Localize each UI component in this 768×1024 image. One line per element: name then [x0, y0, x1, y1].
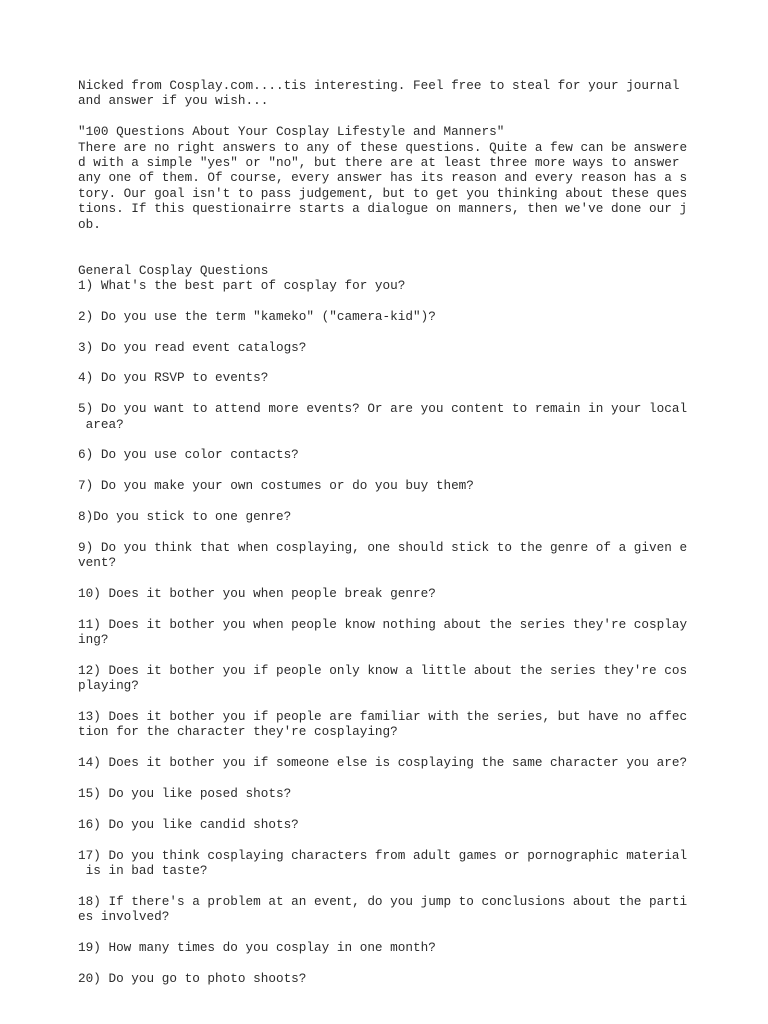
text-line: [78, 247, 698, 262]
text-line: is in bad taste?: [78, 862, 208, 878]
document-body-text: [78, 78, 698, 986]
text-line: [78, 771, 698, 786]
text-line: 15) Do you like posed shots?: [78, 785, 292, 801]
text-line: [78, 601, 698, 616]
text-line: 20) Do you go to photo shoots?: [78, 970, 307, 986]
text-line: [78, 878, 698, 893]
text-line: [78, 524, 698, 539]
text-line: [78, 801, 698, 816]
text-line: [78, 740, 698, 755]
text-line: 12) Does it bother you if people only know a little about the series they're cos: [78, 662, 688, 678]
text-line: 19) How many times do you cosplay in one month?: [78, 939, 436, 955]
text-line: 7) Do you make your own costumes or do you buy them?: [78, 478, 474, 494]
text-line: ing?: [78, 632, 109, 648]
text-line: [78, 386, 698, 401]
text-line: 8)Do you stick to one genre?: [78, 508, 292, 524]
text-line: ob.: [78, 216, 101, 232]
text-line: and answer if you wish...: [78, 93, 269, 109]
text-line: [78, 494, 698, 509]
text-line: 9) Do you think that when cosplaying, one should stick to the genre of a given e: [78, 539, 688, 555]
text-line: area?: [78, 416, 124, 432]
text-line: 13) Does it bother you if people are familiar with the series, but have no affec: [78, 709, 688, 725]
text-line: 3) Do you read event catalogs?: [78, 339, 307, 355]
text-line: [78, 355, 698, 370]
text-line: There are no right answers to any of these questions. Quite a few can be answere: [78, 139, 688, 155]
text-line: [78, 232, 698, 247]
text-line: 11) Does it bother you when people know nothing about the series they're cosplay: [78, 616, 688, 632]
text-line: tion for the character they're cosplaying?: [78, 724, 398, 740]
text-line: any one of them. Of course, every answer has its reason and every reason has a s: [78, 170, 688, 186]
text-line: tory. Our goal isn't to pass judgement, but to get you thinking about these ques: [78, 185, 688, 201]
text-line: d with a simple "yes" or "no", but there are at least three more ways to answer: [78, 154, 680, 170]
text-line: 17) Do you think cosplaying characters from adult games or pornographic material: [78, 847, 688, 863]
text-line: 6) Do you use color contacts?: [78, 447, 299, 463]
text-line: 2) Do you use the term "kameko" ("camera-kid")?: [78, 308, 436, 324]
text-line: [78, 324, 698, 339]
text-line: tions. If this questionairre starts a dialogue on manners, then we've done our j: [78, 201, 688, 217]
text-line: 4) Do you RSVP to events?: [78, 370, 269, 386]
text-line: 16) Do you like candid shots?: [78, 816, 299, 832]
text-line: [78, 647, 698, 662]
text-line: vent?: [78, 555, 117, 571]
text-line: [78, 571, 698, 586]
text-line: [78, 432, 698, 447]
text-line: es involved?: [78, 909, 170, 925]
text-line: [78, 924, 698, 939]
text-line: Nicked from Cosplay.com....tis interesting. Feel free to steal for your journal: [78, 78, 680, 93]
text-line: 14) Does it bother you if someone else is cosplaying the same character you are?: [78, 755, 688, 771]
text-line: [78, 694, 698, 709]
text-line: 1) What's the best part of cosplay for you?: [78, 278, 406, 294]
text-line: 5) Do you want to attend more events? Or are you content to remain in your local: [78, 401, 688, 417]
text-line: [78, 293, 698, 308]
text-line: [78, 463, 698, 478]
text-line: [78, 832, 698, 847]
text-line: playing?: [78, 678, 139, 694]
text-line: General Cosplay Questions: [78, 262, 269, 278]
text-line: "100 Questions About Your Cosplay Lifestyle and Manners": [78, 124, 505, 140]
text-line: [78, 109, 698, 124]
text-line: 18) If there's a problem at an event, do you jump to conclusions about the parti: [78, 893, 688, 909]
text-line: [78, 955, 698, 970]
text-line: 10) Does it bother you when people break genre?: [78, 585, 436, 601]
